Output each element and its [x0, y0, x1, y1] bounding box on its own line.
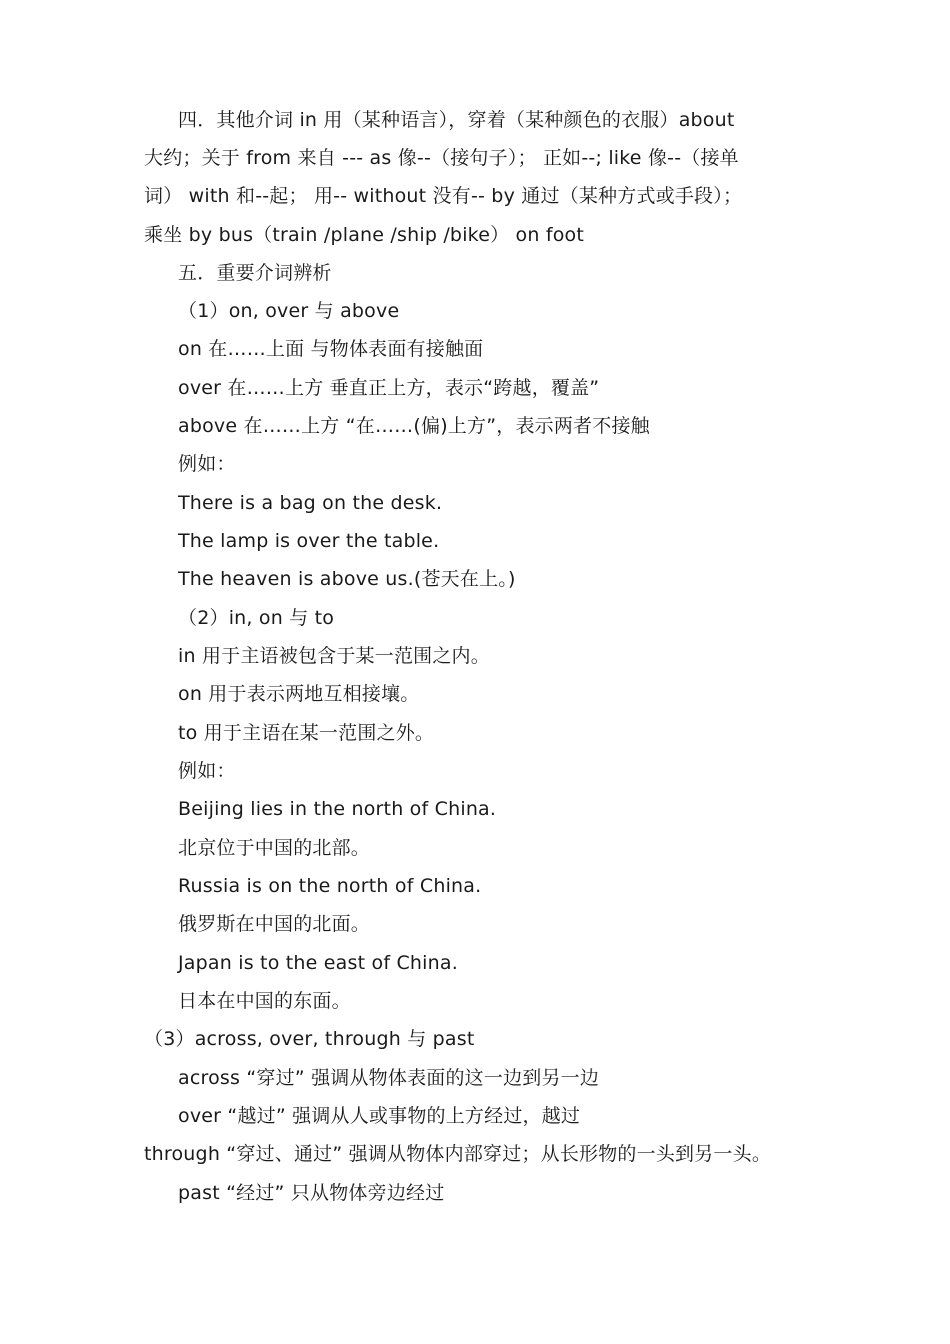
part3-def-across: across “穿过” 强调从物体表面的这一边到另一边 — [178, 1067, 600, 1089]
part1-example-label: 例如： — [178, 453, 236, 475]
part2-example-1-translation: 北京位于中国的北部。 — [178, 837, 371, 859]
part2-example-2: Russia is on the north of China. — [178, 875, 482, 897]
part2-example-3-translation: 日本在中国的东面。 — [178, 990, 351, 1012]
part1-def-on: on 在……上面 与物体表面有接触面 — [178, 338, 484, 360]
part1-example-2: The lamp is over the table. — [178, 530, 440, 552]
part2-def-in: in 用于主语被包含于某一范围之内。 — [178, 645, 490, 667]
part2-example-2-translation: 俄罗斯在中国的北面。 — [178, 913, 371, 935]
part1-def-above: above 在……上方 “在……(偏)上方”，表示两者不接触 — [178, 415, 650, 437]
section4-line-4: 乘坐 by bus（train /plane /ship /bike） on foot — [144, 224, 585, 246]
part2-def-on: on 用于表示两地互相接壤。 — [178, 683, 420, 705]
part2-example-label: 例如： — [178, 760, 236, 782]
section4-line-1: 四．其他介词 in 用（某种语言），穿着（某种颜色的衣服）about — [178, 109, 735, 131]
section4-line-3: 词） with 和--起； 用-- without 没有-- by 通过（某种方式或手段）； — [144, 185, 743, 207]
part2-title: （2）in, on 与 to — [178, 607, 335, 629]
part1-def-over: over 在……上方 垂直正上方，表示“跨越，覆盖” — [178, 377, 600, 399]
part2-example-1: Beijing lies in the north of China. — [178, 798, 497, 820]
section4-line-2: 大约；关于 from 来自 --- as 像--（接句子）； 正如--; like 像--（接单 — [144, 147, 739, 169]
part3-title: （3）across, over, through 与 past — [144, 1028, 475, 1050]
part1-example-3: The heaven is above us.(苍天在上。) — [178, 568, 516, 590]
part1-title: （1）on, over 与 above — [178, 300, 400, 322]
part2-example-3: Japan is to the east of China. — [178, 952, 458, 974]
part2-def-to: to 用于主语在某一范围之外。 — [178, 722, 435, 744]
section5-heading: 五．重要介词辨析 — [178, 262, 332, 284]
part3-def-through: through “穿过、通过” 强调从物体内部穿过；从长形物的一头到另一头。 — [144, 1143, 772, 1165]
part1-example-1: There is a bag on the desk. — [178, 492, 443, 514]
part3-def-over: over “越过” 强调从人或事物的上方经过，越过 — [178, 1105, 581, 1127]
part3-def-past: past “经过” 只从物体旁边经过 — [178, 1182, 445, 1204]
